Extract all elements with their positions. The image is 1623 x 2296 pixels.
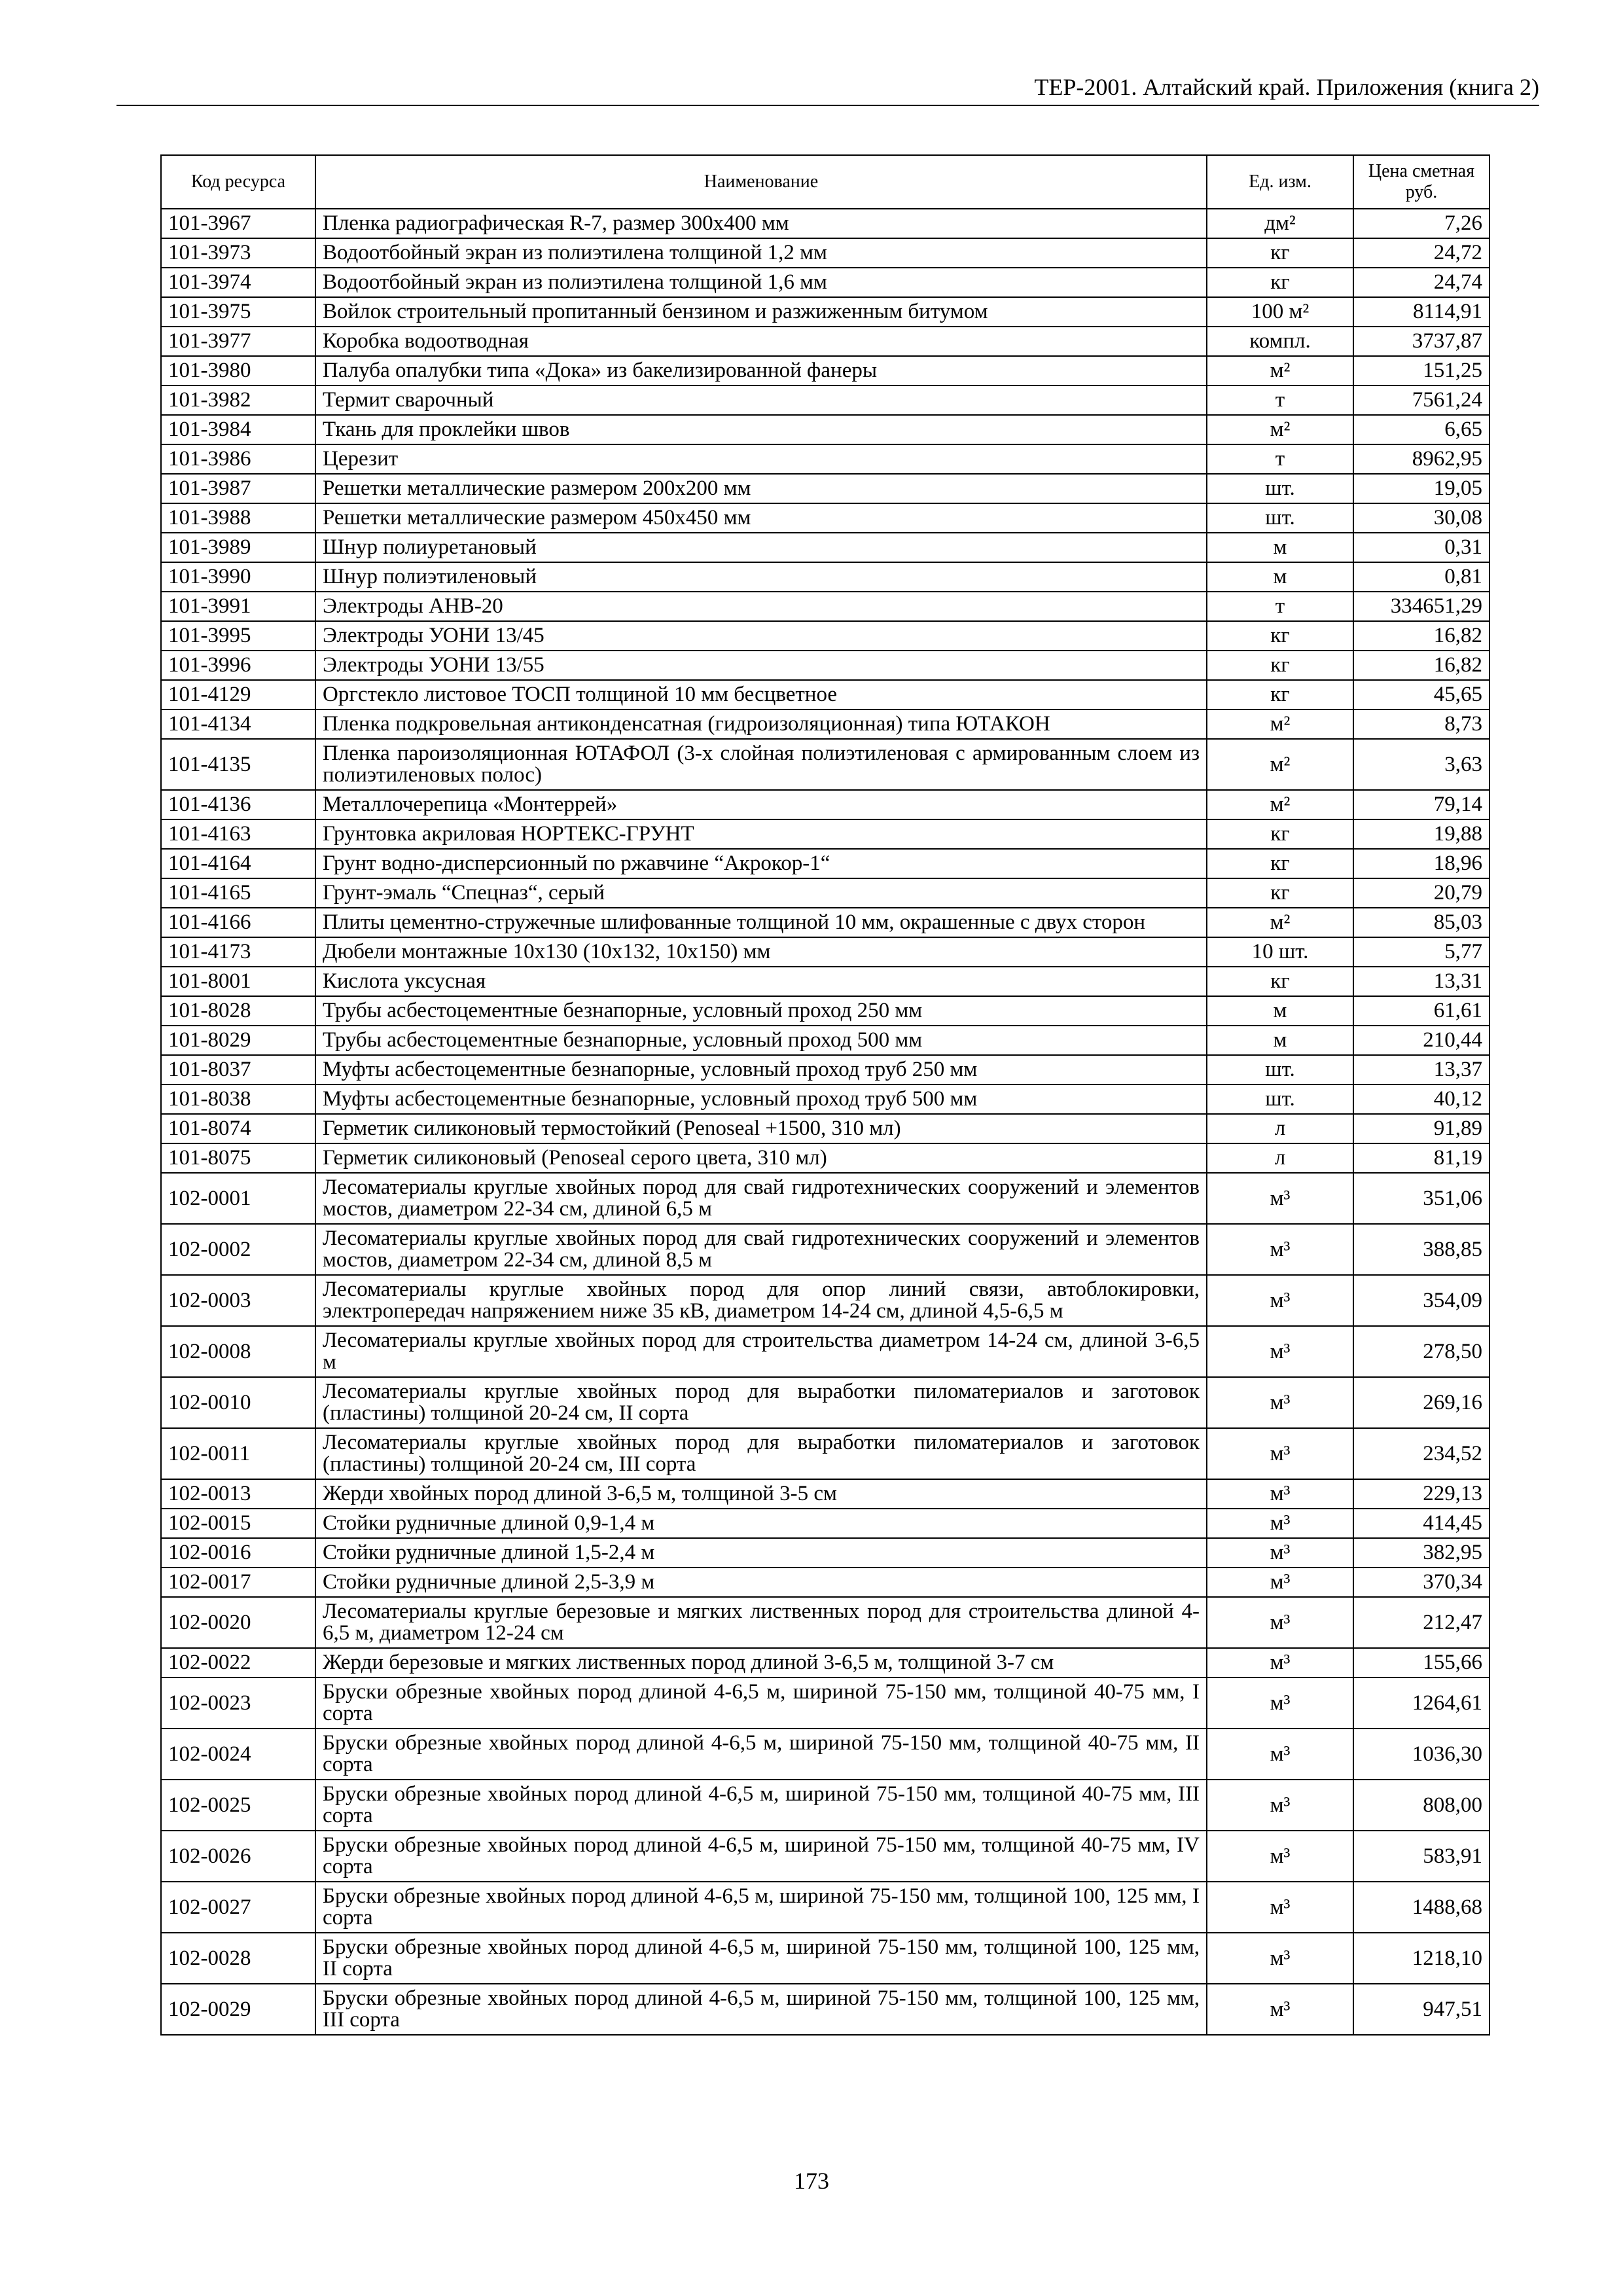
unit-cell: м³: [1207, 1326, 1353, 1377]
price-cell: 354,09: [1353, 1275, 1489, 1326]
unit-cell: м³: [1207, 1538, 1353, 1568]
name-cell: Бруски обрезные хвойных пород длиной 4-6,5 м, шириной 75-150 мм, толщиной 40-75 мм, I сорта: [315, 1677, 1207, 1729]
name-cell: Бруски обрезные хвойных пород длиной 4-6,5 м, шириной 75-150 мм, толщиной 40-75 мм, IV сорта: [315, 1831, 1207, 1882]
code-cell: 101-3980: [161, 356, 315, 386]
code-cell: 101-8029: [161, 1026, 315, 1055]
code-cell: 101-3973: [161, 238, 315, 268]
price-cell: 81,19: [1353, 1143, 1489, 1173]
code-cell: 102-0011: [161, 1428, 315, 1479]
price-cell: 210,44: [1353, 1026, 1489, 1055]
code-cell: 101-4129: [161, 680, 315, 709]
unit-cell: м²: [1207, 739, 1353, 790]
table-row: [161, 1933, 1489, 1984]
unit-cell: кг: [1207, 819, 1353, 849]
code-cell: 101-3991: [161, 592, 315, 621]
price-cell: 20,79: [1353, 878, 1489, 908]
table-row: [161, 878, 1489, 908]
code-cell: 102-0015: [161, 1509, 315, 1538]
code-cell: 102-0026: [161, 1831, 315, 1882]
table-row: [161, 819, 1489, 849]
unit-cell: м³: [1207, 1224, 1353, 1275]
table-row: [161, 1143, 1489, 1173]
name-cell: Шнур полиэтиленовый: [315, 562, 1207, 592]
unit-cell: т: [1207, 592, 1353, 621]
price-cell: 1036,30: [1353, 1729, 1489, 1780]
unit-cell: кг: [1207, 651, 1353, 680]
name-cell: Шнур полиуретановый: [315, 533, 1207, 562]
price-cell: 351,06: [1353, 1173, 1489, 1224]
unit-cell: м²: [1207, 908, 1353, 937]
unit-cell: м²: [1207, 790, 1353, 819]
code-cell: 101-3984: [161, 415, 315, 444]
name-cell: Герметик силиконовый (Penoseal серого цвета, 310 мл): [315, 1143, 1207, 1173]
unit-cell: кг: [1207, 878, 1353, 908]
name-cell: Термит сварочный: [315, 386, 1207, 415]
table-row: [161, 937, 1489, 967]
price-cell: 155,66: [1353, 1648, 1489, 1677]
name-cell: Грунт-эмаль “Спецназ“, серый: [315, 878, 1207, 908]
code-cell: 101-4136: [161, 790, 315, 819]
unit-cell: кг: [1207, 680, 1353, 709]
price-cell: 61,61: [1353, 996, 1489, 1026]
name-cell: Бруски обрезные хвойных пород длиной 4-6,5 м, шириной 75-150 мм, толщиной 40-75 мм, III сорта: [315, 1780, 1207, 1831]
code-cell: 102-0008: [161, 1326, 315, 1377]
table-row: [161, 327, 1489, 356]
code-cell: 101-3995: [161, 621, 315, 651]
unit-cell: м³: [1207, 1275, 1353, 1326]
code-cell: 101-4164: [161, 849, 315, 878]
name-cell: Грунтовка акриловая НОРТЕКС-ГРУНТ: [315, 819, 1207, 849]
table-row: [161, 209, 1489, 238]
name-cell: Стойки рудничные длиной 1,5-2,4 м: [315, 1538, 1207, 1568]
code-cell: 102-0029: [161, 1984, 315, 2035]
table-row: [161, 386, 1489, 415]
code-cell: 102-0028: [161, 1933, 315, 1984]
unit-cell: м²: [1207, 709, 1353, 739]
price-cell: 1264,61: [1353, 1677, 1489, 1729]
table-row: [161, 1326, 1489, 1377]
unit-cell: м²: [1207, 415, 1353, 444]
price-cell: 3,63: [1353, 739, 1489, 790]
price-cell: 30,08: [1353, 503, 1489, 533]
table-row: [161, 1509, 1489, 1538]
price-cell: 85,03: [1353, 908, 1489, 937]
price-cell: 8114,91: [1353, 297, 1489, 327]
table-row: [161, 1729, 1489, 1780]
code-cell: 102-0023: [161, 1677, 315, 1729]
price-cell: 8,73: [1353, 709, 1489, 739]
code-cell: 101-8037: [161, 1055, 315, 1085]
unit-cell: м³: [1207, 1780, 1353, 1831]
table-row: [161, 1224, 1489, 1275]
unit-cell: кг: [1207, 849, 1353, 878]
name-cell: Лесоматериалы круглые хвойных пород для опор линий связи, автоблокировки, электропередач напряжением ниже 35 кВ, диаметром 14-24 см, длиной 4,5-6,5 м: [315, 1275, 1207, 1326]
name-cell: Лесоматериалы круглые хвойных пород для выработки пиломатериалов и заготовок (пластины) толщиной 20-24 см, II сорта: [315, 1377, 1207, 1428]
code-cell: 101-3988: [161, 503, 315, 533]
price-cell: 5,77: [1353, 937, 1489, 967]
code-cell: 101-8001: [161, 967, 315, 996]
unit-cell: кг: [1207, 967, 1353, 996]
price-cell: 13,37: [1353, 1055, 1489, 1085]
name-cell: Пленка подкровельная антиконденсатная (гидроизоляционная) типа ЮТАКОН: [315, 709, 1207, 739]
table-row: [161, 1173, 1489, 1224]
price-cell: 3737,87: [1353, 327, 1489, 356]
table-header-row: [161, 155, 1489, 209]
code-cell: 102-0001: [161, 1173, 315, 1224]
column-header-unit: Ед. изм.: [1207, 155, 1353, 209]
table-row: [161, 1055, 1489, 1085]
price-cell: 16,82: [1353, 621, 1489, 651]
table-row: [161, 1538, 1489, 1568]
table-row: [161, 1882, 1489, 1933]
table-body: [161, 209, 1489, 2035]
price-cell: 808,00: [1353, 1780, 1489, 1831]
price-cell: 24,74: [1353, 268, 1489, 297]
column-header-price: Цена сметная руб.: [1353, 155, 1489, 209]
price-cell: 151,25: [1353, 356, 1489, 386]
unit-cell: м³: [1207, 1479, 1353, 1509]
price-cell: 278,50: [1353, 1326, 1489, 1377]
resource-price-table: [160, 154, 1490, 2036]
price-cell: 370,34: [1353, 1568, 1489, 1597]
name-cell: Оргстекло листовое ТОСП толщиной 10 мм бесцветное: [315, 680, 1207, 709]
column-header-code: Код ресурса: [161, 155, 315, 209]
table-row: [161, 1568, 1489, 1597]
name-cell: Коробка водоотводная: [315, 327, 1207, 356]
table-row: [161, 1677, 1489, 1729]
name-cell: Стойки рудничные длиной 2,5-3,9 м: [315, 1568, 1207, 1597]
unit-cell: м²: [1207, 356, 1353, 386]
name-cell: Водоотбойный экран из полиэтилена толщиной 1,2 мм: [315, 238, 1207, 268]
price-cell: 229,13: [1353, 1479, 1489, 1509]
name-cell: Решетки металлические размером 450x450 мм: [315, 503, 1207, 533]
name-cell: Бруски обрезные хвойных пород длиной 4-6,5 м, шириной 75-150 мм, толщиной 40-75 мм, II сорта: [315, 1729, 1207, 1780]
price-cell: 40,12: [1353, 1085, 1489, 1114]
code-cell: 101-8075: [161, 1143, 315, 1173]
name-cell: Бруски обрезные хвойных пород длиной 4-6,5 м, шириной 75-150 мм, толщиной 100, 125 мм, I сорта: [315, 1882, 1207, 1933]
name-cell: Лесоматериалы круглые хвойных пород для свай гидротехнических сооружений и элементов мостов, диаметром 22-34 см, длиной 6,5 м: [315, 1173, 1207, 1224]
price-cell: 7561,24: [1353, 386, 1489, 415]
unit-cell: м³: [1207, 1428, 1353, 1479]
code-cell: 101-3975: [161, 297, 315, 327]
code-cell: 101-4165: [161, 878, 315, 908]
table-row: [161, 268, 1489, 297]
unit-cell: т: [1207, 444, 1353, 474]
table-row: [161, 1085, 1489, 1114]
name-cell: Бруски обрезные хвойных пород длиной 4-6,5 м, шириной 75-150 мм, толщиной 100, 125 мм, II сорта: [315, 1933, 1207, 1984]
table-row: [161, 1597, 1489, 1648]
name-cell: Жерди хвойных пород длиной 3-6,5 м, толщиной 3-5 см: [315, 1479, 1207, 1509]
code-cell: 102-0024: [161, 1729, 315, 1780]
price-cell: 414,45: [1353, 1509, 1489, 1538]
unit-cell: кг: [1207, 268, 1353, 297]
code-cell: 101-3986: [161, 444, 315, 474]
price-cell: 18,96: [1353, 849, 1489, 878]
price-cell: 0,81: [1353, 562, 1489, 592]
unit-cell: м³: [1207, 1509, 1353, 1538]
price-cell: 24,72: [1353, 238, 1489, 268]
unit-cell: м³: [1207, 1568, 1353, 1597]
unit-cell: м³: [1207, 1831, 1353, 1882]
unit-cell: 10 шт.: [1207, 937, 1353, 967]
unit-cell: м: [1207, 1026, 1353, 1055]
unit-cell: кг: [1207, 621, 1353, 651]
code-cell: 102-0022: [161, 1648, 315, 1677]
price-cell: 8962,95: [1353, 444, 1489, 474]
code-cell: 102-0016: [161, 1538, 315, 1568]
code-cell: 101-3982: [161, 386, 315, 415]
code-cell: 102-0027: [161, 1882, 315, 1933]
name-cell: Электроды УОНИ 13/45: [315, 621, 1207, 651]
name-cell: Жерди березовые и мягких лиственных пород длиной 3-6,5 м, толщиной 3-7 см: [315, 1648, 1207, 1677]
code-cell: 102-0025: [161, 1780, 315, 1831]
table-row: [161, 621, 1489, 651]
unit-cell: м³: [1207, 1677, 1353, 1729]
code-cell: 101-4135: [161, 739, 315, 790]
unit-cell: л: [1207, 1143, 1353, 1173]
table-row: [161, 415, 1489, 444]
unit-cell: компл.: [1207, 327, 1353, 356]
unit-cell: м: [1207, 996, 1353, 1026]
unit-cell: л: [1207, 1114, 1353, 1143]
name-cell: Герметик силиконовый термостойкий (Penoseal +1500, 310 мл): [315, 1114, 1207, 1143]
unit-cell: шт.: [1207, 1055, 1353, 1085]
name-cell: Решетки металлические размером 200x200 мм: [315, 474, 1207, 503]
name-cell: Пленка пароизоляционная ЮТАФОЛ (3-х слойная полиэтиленовая с армированным слоем из полиэтиленовых полос): [315, 739, 1207, 790]
price-cell: 7,26: [1353, 209, 1489, 238]
code-cell: 101-4173: [161, 937, 315, 967]
price-cell: 234,52: [1353, 1428, 1489, 1479]
name-cell: Дюбели монтажные 10x130 (10x132, 10x150) мм: [315, 937, 1207, 967]
unit-cell: шт.: [1207, 503, 1353, 533]
name-cell: Муфты асбестоцементные безнапорные, условный проход труб 250 мм: [315, 1055, 1207, 1085]
table-row: [161, 996, 1489, 1026]
table-row: [161, 908, 1489, 937]
name-cell: Трубы асбестоцементные безнапорные, условный проход 500 мм: [315, 1026, 1207, 1055]
name-cell: Палуба опалубки типа «Дока» из бакелизированной фанеры: [315, 356, 1207, 386]
price-cell: 19,88: [1353, 819, 1489, 849]
table-row: [161, 1831, 1489, 1882]
table-row: [161, 680, 1489, 709]
code-cell: 101-3989: [161, 533, 315, 562]
code-cell: 101-4166: [161, 908, 315, 937]
code-cell: 102-0010: [161, 1377, 315, 1428]
table-row: [161, 1275, 1489, 1326]
price-cell: 334651,29: [1353, 592, 1489, 621]
code-cell: 102-0002: [161, 1224, 315, 1275]
name-cell: Муфты асбестоцементные безнапорные, условный проход труб 500 мм: [315, 1085, 1207, 1114]
name-cell: Церезит: [315, 444, 1207, 474]
price-cell: 947,51: [1353, 1984, 1489, 2035]
name-cell: Водоотбойный экран из полиэтилена толщиной 1,6 мм: [315, 268, 1207, 297]
table-row: [161, 1479, 1489, 1509]
unit-cell: шт.: [1207, 1085, 1353, 1114]
table-row: [161, 1377, 1489, 1428]
page-number: 173: [794, 2168, 829, 2194]
code-cell: 101-3977: [161, 327, 315, 356]
price-cell: 16,82: [1353, 651, 1489, 680]
table-row: [161, 1428, 1489, 1479]
unit-cell: 100 м²: [1207, 297, 1353, 327]
code-cell: 101-8028: [161, 996, 315, 1026]
unit-cell: м: [1207, 562, 1353, 592]
price-cell: 79,14: [1353, 790, 1489, 819]
name-cell: Электроды УОНИ 13/55: [315, 651, 1207, 680]
table-row: [161, 297, 1489, 327]
price-cell: 583,91: [1353, 1831, 1489, 1882]
unit-cell: м³: [1207, 1984, 1353, 2035]
unit-cell: м: [1207, 533, 1353, 562]
table-row: [161, 709, 1489, 739]
code-cell: 101-3974: [161, 268, 315, 297]
table-row: [161, 1984, 1489, 2035]
table-row: [161, 238, 1489, 268]
table-row: [161, 739, 1489, 790]
table-row: [161, 444, 1489, 474]
unit-cell: т: [1207, 386, 1353, 415]
table-row: [161, 651, 1489, 680]
table-row: [161, 562, 1489, 592]
price-cell: 19,05: [1353, 474, 1489, 503]
name-cell: Лесоматериалы круглые хвойных пород для выработки пиломатериалов и заготовок (пластины) толщиной 20-24 см, III сорта: [315, 1428, 1207, 1479]
price-cell: 0,31: [1353, 533, 1489, 562]
name-cell: Грунт водно-дисперсионный по ржавчине “Акрокор-1“: [315, 849, 1207, 878]
table-row: [161, 1114, 1489, 1143]
price-cell: 45,65: [1353, 680, 1489, 709]
code-cell: 101-8038: [161, 1085, 315, 1114]
unit-cell: м³: [1207, 1597, 1353, 1648]
price-cell: 6,65: [1353, 415, 1489, 444]
table-row: [161, 474, 1489, 503]
code-cell: 101-8074: [161, 1114, 315, 1143]
price-cell: 212,47: [1353, 1597, 1489, 1648]
name-cell: Лесоматериалы круглые хвойных пород для строительства диаметром 14-24 см, длиной 3-6,5 м: [315, 1326, 1207, 1377]
name-cell: Лесоматериалы круглые хвойных пород для свай гидротехнических сооружений и элементов мостов, диаметром 22-34 см, длиной 8,5 м: [315, 1224, 1207, 1275]
unit-cell: дм²: [1207, 209, 1353, 238]
name-cell: Войлок строительный пропитанный бензином и разжиженным битумом: [315, 297, 1207, 327]
code-cell: 101-3996: [161, 651, 315, 680]
column-header-name: Наименование: [315, 155, 1207, 209]
header-rule: [116, 105, 1539, 106]
price-cell: 382,95: [1353, 1538, 1489, 1568]
price-cell: 388,85: [1353, 1224, 1489, 1275]
unit-cell: м³: [1207, 1173, 1353, 1224]
price-cell: 91,89: [1353, 1114, 1489, 1143]
table-row: [161, 1648, 1489, 1677]
code-cell: 101-3987: [161, 474, 315, 503]
code-cell: 101-4163: [161, 819, 315, 849]
code-cell: 102-0017: [161, 1568, 315, 1597]
price-cell: 1218,10: [1353, 1933, 1489, 1984]
code-cell: 101-4134: [161, 709, 315, 739]
price-cell: 1488,68: [1353, 1882, 1489, 1933]
name-cell: Лесоматериалы круглые березовые и мягких лиственных пород для строительства длиной 4-6,5 м, диаметром 12-24 см: [315, 1597, 1207, 1648]
unit-cell: м³: [1207, 1648, 1353, 1677]
code-cell: 101-3990: [161, 562, 315, 592]
code-cell: 101-3967: [161, 209, 315, 238]
table-row: [161, 503, 1489, 533]
price-cell: 269,16: [1353, 1377, 1489, 1428]
name-cell: Кислота уксусная: [315, 967, 1207, 996]
table-row: [161, 356, 1489, 386]
name-cell: Ткань для проклейки швов: [315, 415, 1207, 444]
name-cell: Стойки рудничные длиной 0,9-1,4 м: [315, 1509, 1207, 1538]
name-cell: Электроды АНВ-20: [315, 592, 1207, 621]
code-cell: 102-0020: [161, 1597, 315, 1648]
name-cell: Плиты цементно-стружечные шлифованные толщиной 10 мм, окрашенные с двух сторон: [315, 908, 1207, 937]
table-row: [161, 967, 1489, 996]
table-row: [161, 1026, 1489, 1055]
table-row: [161, 849, 1489, 878]
unit-cell: м³: [1207, 1933, 1353, 1984]
table-row: [161, 1780, 1489, 1831]
running-header: ТЕР-2001. Алтайский край. Приложения (книга 2): [1034, 74, 1539, 100]
code-cell: 102-0003: [161, 1275, 315, 1326]
table-row: [161, 592, 1489, 621]
name-cell: Металлочерепица «Монтеррей»: [315, 790, 1207, 819]
unit-cell: м³: [1207, 1882, 1353, 1933]
name-cell: Трубы асбестоцементные безнапорные, условный проход 250 мм: [315, 996, 1207, 1026]
name-cell: Пленка радиографическая R-7, размер 300x400 мм: [315, 209, 1207, 238]
table-row: [161, 533, 1489, 562]
unit-cell: м³: [1207, 1729, 1353, 1780]
unit-cell: шт.: [1207, 474, 1353, 503]
table-row: [161, 790, 1489, 819]
name-cell: Бруски обрезные хвойных пород длиной 4-6,5 м, шириной 75-150 мм, толщиной 100, 125 мм, III сорта: [315, 1984, 1207, 2035]
unit-cell: м³: [1207, 1377, 1353, 1428]
unit-cell: кг: [1207, 238, 1353, 268]
price-cell: 13,31: [1353, 967, 1489, 996]
code-cell: 102-0013: [161, 1479, 315, 1509]
